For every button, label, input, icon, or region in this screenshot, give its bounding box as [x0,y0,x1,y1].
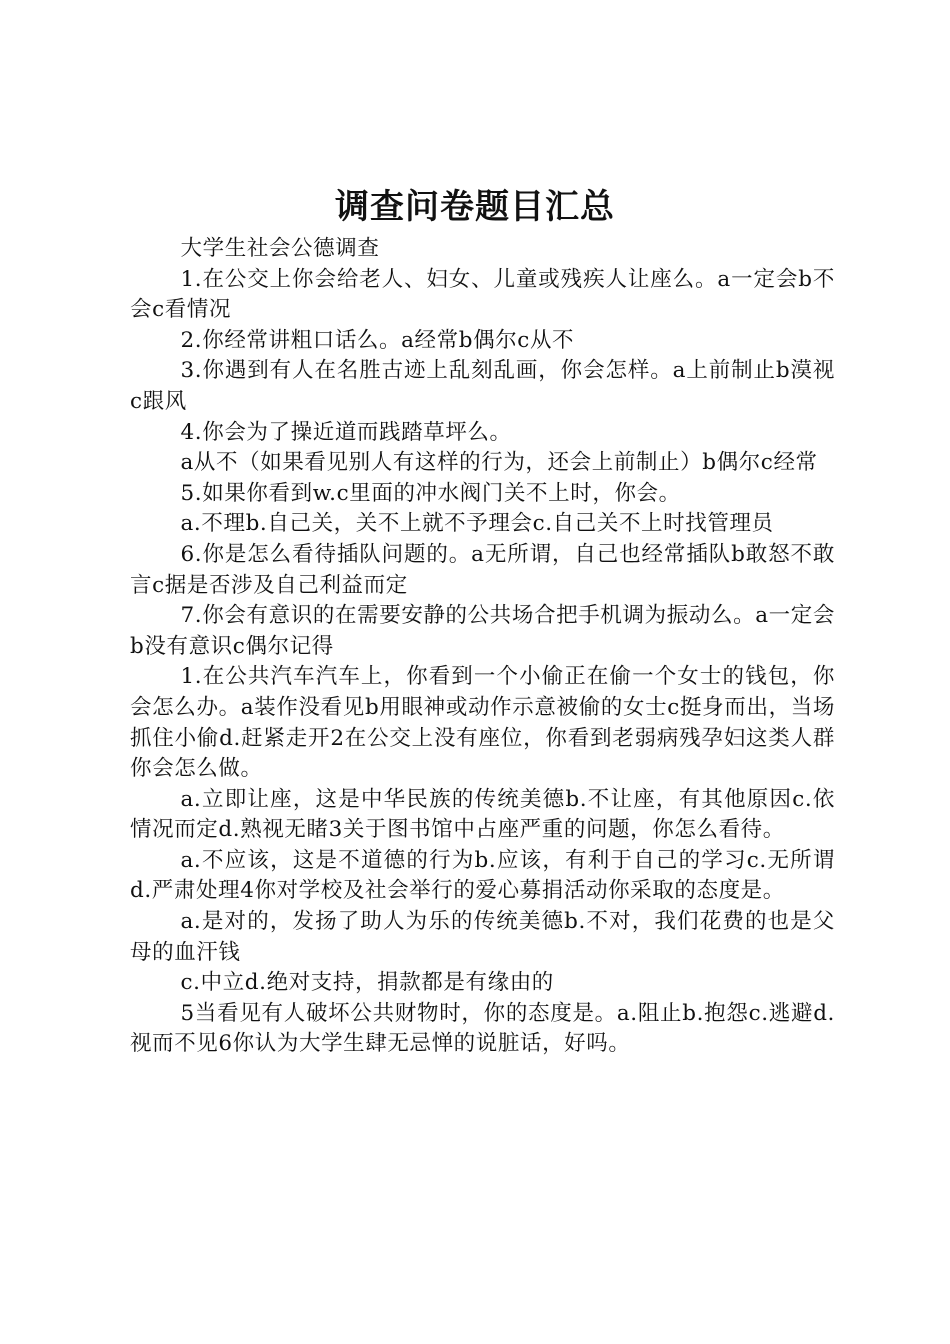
paragraph-question: 1.在公共汽车汽车上，你看到一个小偷正在偷一个女士的钱包，你会怎么办。a装作没看见b用眼神或动作示意被偷的女士c挺身而出，当场抓住小偷d.赶紧走开2在公交上没有座位，你看到老弱病残孕妇这类人群你会怎么做。 [130,664,835,782]
paragraph-question: 1.在公交上你会给老人、妇女、儿童或残疾人让座么。a一定会b不会c看情况 [130,266,835,323]
paragraph-options: a从不（如果看见别人有这样的行为，还会上前制止）b偶尔c经常 [180,450,818,476]
document-body [130,234,835,1060]
paragraph-options: a.不理b.自己关，关不上就不予理会c.自己关不上时找管理员 [180,511,774,537]
paragraph-question: 5.如果你看到w.c里面的冲水阀门关不上时，你会。 [180,480,681,506]
paragraph-options: c.中立d.绝对支持，捐款都是有缘由的 [180,970,554,996]
paragraph-options: a.是对的，发扬了助人为乐的传统美德b.不对，我们花费的也是父母的血汗钱 [130,909,835,965]
paragraph-options: a.不应该，这是不道德的行为b.应该，有利于自己的学习c.无所谓d.严肃处理4你对学校及社会举行的爱心募捐活动你采取的态度是。 [130,847,835,904]
paragraph-survey-heading: 大学生社会公德调查 [180,236,380,261]
paragraph-question: 7.你会有意识的在需要安静的公共场合把手机调为振动么。a一定会b没有意识c偶尔记得 [130,603,835,659]
paragraph-question: 2.你经常讲粗口话么。a经常b偶尔c从不 [180,327,575,353]
paragraph-question: 5当看见有人破坏公共财物时，你的态度是。a.阻止b.抱怨c.逃避d.视而不见6你认为大学生肆无忌惮的说脏话，好吗。 [130,1000,835,1057]
document-title: 调查问卷题目汇总 [335,187,615,227]
paragraph-question: 3.你遇到有人在名胜古迹上乱刻乱画，你会怎样。a上前制止b漠视c跟风 [130,358,835,414]
paragraph-question: 6.你是怎么看待插队问题的。a无所谓，自己也经常插队b敢怒不敢言c据是否涉及自己利益而定 [130,541,835,598]
paragraph-question: 4.你会为了操近道而践踏草坪么。 [180,419,512,445]
paragraph-options: a.立即让座，这是中华民族的传统美德b.不让座，有其他原因c.依情况而定d.熟视无睹3关于图书馆中占座严重的问题，你怎么看待。 [130,786,835,843]
